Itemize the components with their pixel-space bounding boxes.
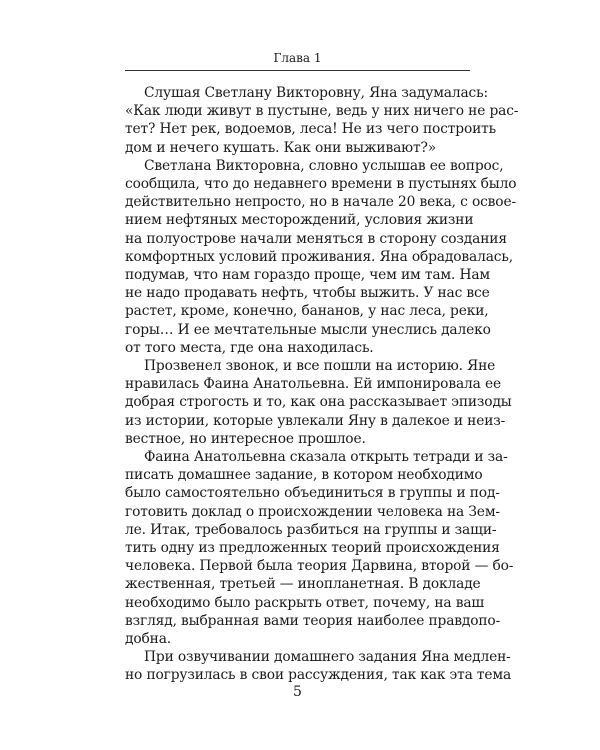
text-line: Слушая Светлану Викторовну, Яна задумалась: (144, 85, 488, 101)
header-rule (125, 70, 470, 71)
text-line: Прозвенел звонок, и все пошли на историю. Яне (144, 358, 496, 374)
text-line: ле. Итак, требовалось разбиться на группы и защи- (125, 521, 497, 538)
text-line: из истории, которые увлекали Яну в далекое и неиз- (125, 412, 506, 429)
text-line: необходимо было раскрыть ответ, почему, на ваш (125, 594, 485, 611)
text-line: вестное, но интересное прошлое. (125, 430, 366, 447)
text-line: от того места, где она находилась. (125, 339, 374, 356)
text-line: дом и нечего кушать. Как они выживают?» (125, 139, 437, 156)
text-line: подумав, что нам гораздо проще, чем им там. Нам (125, 267, 491, 283)
text-line: Фаина Анатольевна сказала открыть тетради и за- (144, 449, 508, 465)
text-line: комфортных условий проживания. Яна обрадовалась, (125, 248, 513, 265)
text-line: тет? Нет рек, водоемов, леса! Не из чего построить (125, 121, 496, 138)
text-line: добрая строгость и то, как она рассказывает эпизоды (125, 394, 512, 411)
text-line: горы… И ее мечтательные мысли унеслись далеко (125, 321, 491, 338)
text-line: При озвучивании домашнего задания Яна медлен- (144, 649, 511, 666)
text-line: жественная, третьей — инопланетная. В докладе (125, 576, 481, 593)
text-line: сообщила, что до недавнего времени в пустынях было (125, 176, 517, 192)
text-line: тить одну из предложенных теорий происхождения (125, 540, 500, 556)
text-line: нием нефтяных месторождений, условия жизни (125, 212, 474, 229)
text-line: было самостоятельно объединиться в группы и под- (125, 485, 500, 502)
text-line: действительно непросто, но в начале 20 века, с освое- (125, 194, 516, 211)
text-line: нравилась Фаина Анатольевна. Ей импонировала ее (125, 376, 501, 393)
text-line: добна. (125, 631, 172, 647)
text-line: готовить доклад о происхождении человека на Зем- (125, 503, 500, 520)
text-line: на полуострове начали меняться в сторону создания (125, 230, 507, 247)
text-line: но погрузилась в свои рассуждения, так как эта тема (125, 667, 512, 684)
text-line: не надо продавать нефть, чтобы выжить. У нас все (125, 285, 490, 302)
text-line: взгляд, выбранная вами теория наиболее правдопо- (125, 612, 501, 629)
text-line: человека. Первой была теория Дарвина, второй — бо- (125, 558, 514, 575)
running-header: Глава 1 (273, 51, 322, 65)
page-number: 5 (293, 684, 302, 700)
text-line: «Как люди живут в пустыне, ведь у них ничего не рас- (125, 103, 519, 120)
text-line: писать домашнее задание, в котором необходимо (125, 467, 483, 484)
text-line: Светлана Викторовна, словно услышав ее вопрос, (144, 157, 504, 174)
text-line: растет, кроме, конечно, бананов, у нас леса, реки, (125, 303, 489, 320)
